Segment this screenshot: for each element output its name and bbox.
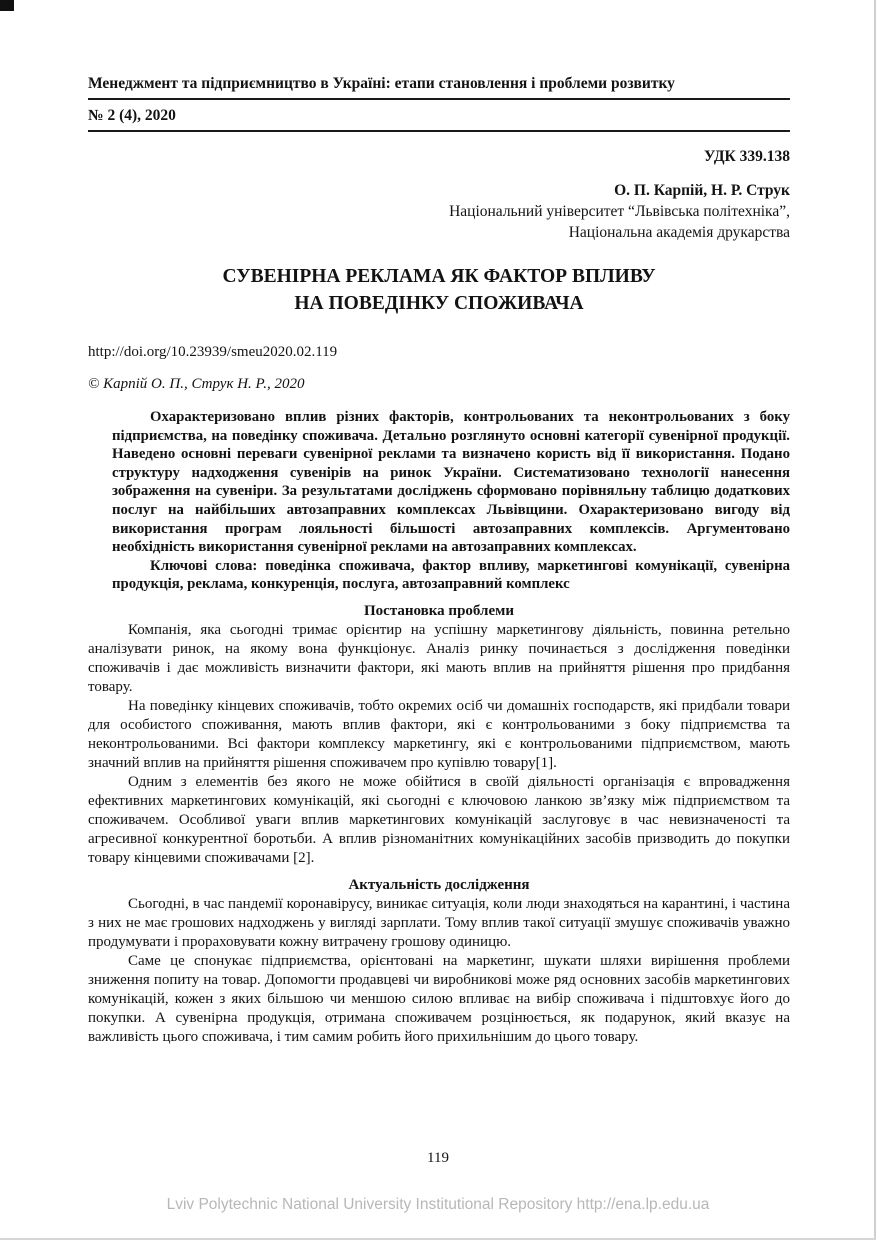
authors-line: О. П. Карпій, Н. Р. Струк (614, 182, 790, 199)
page-number: 119 (427, 1150, 449, 1166)
repository-footer: Lviv Polytechnic National University Institutional Repository http://ena.lp.edu.ua (166, 1196, 710, 1213)
abstract-text: Охарактеризовано вплив різних факторів, контрольованих та неконтрольованих з боку підприємства, на поведінку споживача. Детально розглянуто основні категорії сувенірної продукції. Наведено основні переваги сувенірної реклами та визначено користь від її використання. Подано структуру надходження сувенірів на ринок України. Систематизовано технології нанесення зображення на сувеніри. За результатами досліджень сформовано порівняльну таблицю додаткових послуг на найбільших автозаправних комплексах Львівщини. Охарактеризовано вигоду від використання програм лояльності більшості автозаправних комплексів. Аргументовано необхідність використання сувенірної реклами на автозаправних комплексах. (112, 409, 790, 556)
copyright-notice: © Карпій О. П., Струк Н. Р., 2020 (88, 376, 305, 392)
udc-code: УДК 339.138 (704, 148, 790, 165)
paragraph: Сьогодні, в час пандемії коронавірусу, виникає ситуація, коли люди знаходяться на карантині, і частина з них не має грошових надходжень у вигляді зарплати. Тому вплив такої ситуації змушує споживачів уважно продумувати і прораховувати кожну витрачену грошову одиницю. (88, 895, 790, 950)
article-title (88, 263, 790, 317)
keywords-block (112, 557, 790, 594)
article-title-line-2: НА ПОВЕДІНКУ СПОЖИВАЧА (294, 293, 584, 314)
doi-link: http://doi.org/10.23939/smeu2020.02.119 (88, 344, 338, 360)
journal-header: Менеджмент та підприємництво в Україні: етапи становлення і проблеми розвитку (88, 74, 790, 100)
scan-corner-artifact (0, 0, 14, 11)
keywords-text: поведінка споживача, фактор впливу, маркетингові комунікації, сувенірна продукція, реклама, конкуренція, послуга, автозаправний комплекс (112, 557, 790, 593)
section-heading-problem-statement: Постановка проблеми (364, 602, 514, 619)
section-heading-research-relevance: Актуальність дослідження (348, 876, 530, 893)
journal-issue: № 2 (4), 2020 (88, 100, 790, 132)
affiliation-line-2: Національна академія друкарства (568, 224, 790, 241)
keywords-label: Ключові слова: (150, 557, 258, 574)
paragraph: Компанія, яка сьогодні тримає орієнтир на успішну маркетингову діяльність, повинна ретельно аналізувати ринок, на якому вона функціонує. Аналіз ринку починається з дослідження поведінки споживачів і дає можливість визначити фактори, які мають вплив на прийняття рішення про придбання товару. (88, 621, 790, 695)
paragraph: На поведінку кінцевих споживачів, тобто окремих осіб чи домашніх господарств, які придбали товари для особистого споживання, мають вплив фактори, які є контрольованими з боку підприємства та неконтрольованими. Всі фактори комплексу маркетингу, які є контрольованими підприємством, мають значний вплив на прийняття рішення споживачем про купівлю товару[1]. (88, 697, 790, 771)
affiliation-line-1: Національний університет “Львівська політехніка”, (449, 203, 790, 220)
article-title-line-1: СУВЕНІРНА РЕКЛАМА ЯК ФАКТОР ВПЛИВУ (222, 266, 656, 287)
paragraph: Саме це спонукає підприємства, орієнтовані на маркетинг, шукати шляхи вирішення проблеми зниження попиту на товар. Допомогти продавцеві чи виробникові може ряд основних засобів маркетингових комунікацій, кожен з яких більшою чи меншою силою впливає на вибір споживача і підштовхує його до покупки. А сувенірна продукція, отримана споживачем розцінюється, як подарунок, який вказує на важливість цього споживача, і тим самим робить його прихильнішим до цього товару. (88, 952, 790, 1045)
paragraph: Одним з елементів без якого не може обійтися в своїй діяльності організація є впровадження ефективних маркетингових комунікацій, які сьогодні є ключовою ланкою зв’язку між підприємством та споживачем. Особливої уваги вплив маркетингових комунікацій заслуговує в час невизначеності та агресивної конкурентної боротьби. А вплив різноманітних комунікаційних засобів призводить до покупки товару кінцевими споживачами [2]. (88, 773, 790, 866)
